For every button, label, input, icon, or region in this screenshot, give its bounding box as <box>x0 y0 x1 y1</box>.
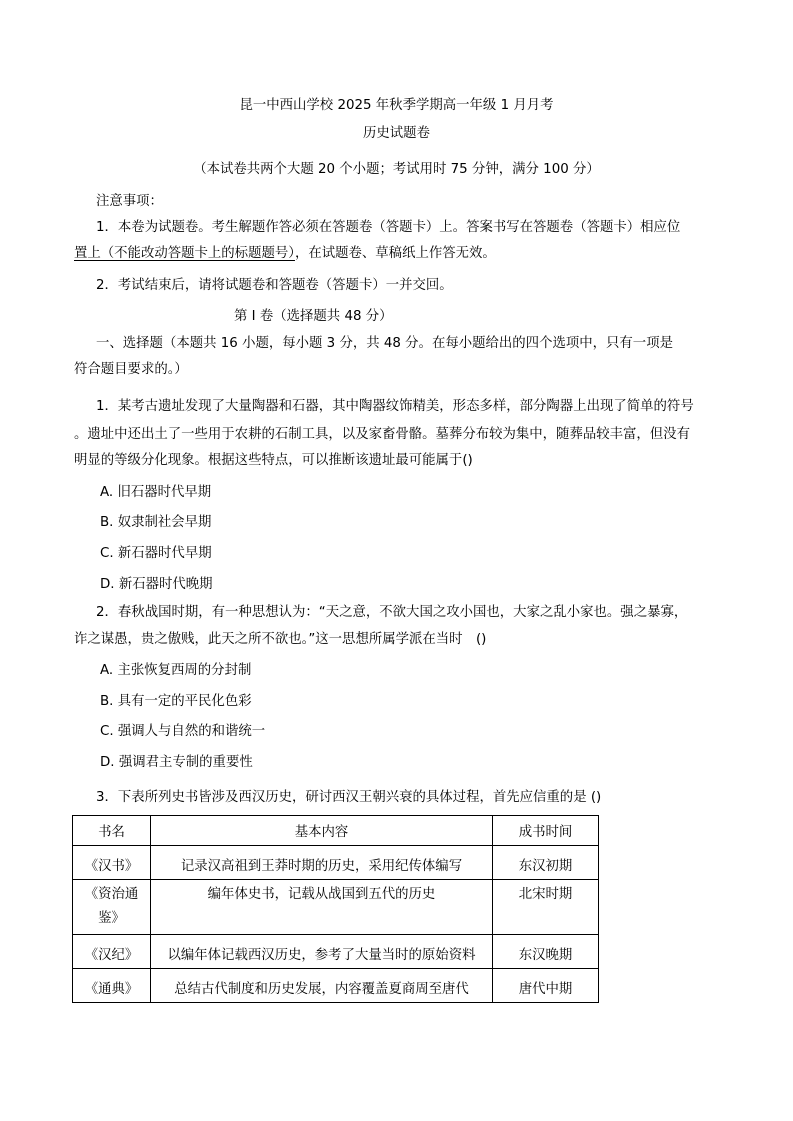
table-cell: 以编年体记载西汉历史，参考了大量当时的原始资料 <box>151 935 493 969</box>
part-heading-line-2: 符合题目要求的。） <box>74 362 188 377</box>
exam-note: （本试卷共两个大题 20 个小题；考试用时 75 分钟，满分 100 分） <box>193 162 600 177</box>
q1-option-b: B. 奴隶制社会早期 <box>100 515 212 530</box>
table-row <box>73 880 599 935</box>
q1-line-1: 1．某考古遗址发现了大量陶器和石器，其中陶器纹饰精美，形态多样，部分陶器上出现了简单的符号 <box>96 399 694 414</box>
q1-line-3: 明显的等级分化现象。根据这些特点，可以推断该遗址最可能属于() <box>74 453 473 468</box>
q2-line-2: 诈之谋愚，贵之傲贱，此天之所不欲也。”这一思想所属学派在当时 () <box>74 632 487 647</box>
q2-option-b: B. 具有一定的平民化色彩 <box>100 694 252 709</box>
table-cell: 《汉纪》 <box>73 935 151 969</box>
table-cell: 《汉书》 <box>73 846 151 880</box>
q1-option-a: A. 旧石器时代早期 <box>100 485 212 500</box>
table-header-row <box>73 816 599 846</box>
history-books-table <box>72 815 599 1003</box>
exam-subtitle: 历史试题卷 <box>363 126 430 141</box>
q2-option-a: A. 主张恢复西周的分封制 <box>100 663 252 678</box>
q2-option-c: C. 强调人与自然的和谐统一 <box>100 724 266 739</box>
part-heading-line-1: 一、选择题（本题共 16 小题，每小题 3 分，共 48 分。在每小题给出的四个选项中，只有一项是 <box>96 336 673 351</box>
exam-title: 昆一中西山学校 2025 年秋季学期高一年级 1 月月考 <box>239 98 554 113</box>
instruction-2: 2．考试结束后，请将试题卷和答题卷（答题卡）一并交回。 <box>96 278 453 293</box>
instruction-1-line-1: 1．本卷为试题卷。考生解题作答必须在答题卷（答题卡）上。答案书写在答题卷（答题卡）相应位 <box>96 220 681 235</box>
table-cell: 《资治通鉴》 <box>73 880 151 935</box>
instruction-1-rest: ，在试题卷、草稿纸上作答无效。 <box>294 246 496 261</box>
table-cell: 编年体史书，记载从战国到五代的历史 <box>151 880 493 935</box>
table-cell: 《通典》 <box>73 969 151 1003</box>
table-cell: 东汉初期 <box>493 846 599 880</box>
table-row <box>73 846 599 880</box>
table-cell: 东汉晚期 <box>493 935 599 969</box>
table-header-cell: 成书时间 <box>493 816 599 846</box>
q3-stem: 3．下表所列史书皆涉及西汉历史，研讨西汉王朝兴衰的具体过程，首先应信重的是 () <box>96 790 602 805</box>
instruction-1-line-2 <box>74 245 496 263</box>
table-header-cell: 基本内容 <box>151 816 493 846</box>
table-row <box>73 969 599 1003</box>
q2-option-d: D. 强调君主专制的重要性 <box>100 755 253 770</box>
instruction-underlined-text: 置上（不能改动答题卡上的标题题号） <box>74 246 295 261</box>
table-cell: 北宋时期 <box>493 880 599 935</box>
q1-option-d: D. 新石器时代晚期 <box>100 577 213 592</box>
q1-line-2: 。遗址中还出土了一些用于农耕的石制工具，以及家畜骨骼。墓葬分布较为集中，随葬品较丰富，但没有 <box>74 427 690 442</box>
table-header-cell: 书名 <box>73 816 151 846</box>
table-cell: 总结古代制度和历史发展，内容覆盖夏商周至唐代 <box>151 969 493 1003</box>
volume-heading: 第 I 卷（选择题共 48 分） <box>234 309 393 324</box>
table-row <box>73 935 599 969</box>
q1-option-c: C. 新石器时代早期 <box>100 546 212 561</box>
q2-line-1: 2．春秋战国时期，有一种思想认为：“天之意，不欲大国之攻小国也，大家之乱小家也。强之暴寡， <box>96 605 688 620</box>
table-cell: 记录汉高祖到王莽时期的历史，采用纪传体编写 <box>151 846 493 880</box>
instructions-heading: 注意事项： <box>96 194 163 209</box>
table-cell: 唐代中期 <box>493 969 599 1003</box>
